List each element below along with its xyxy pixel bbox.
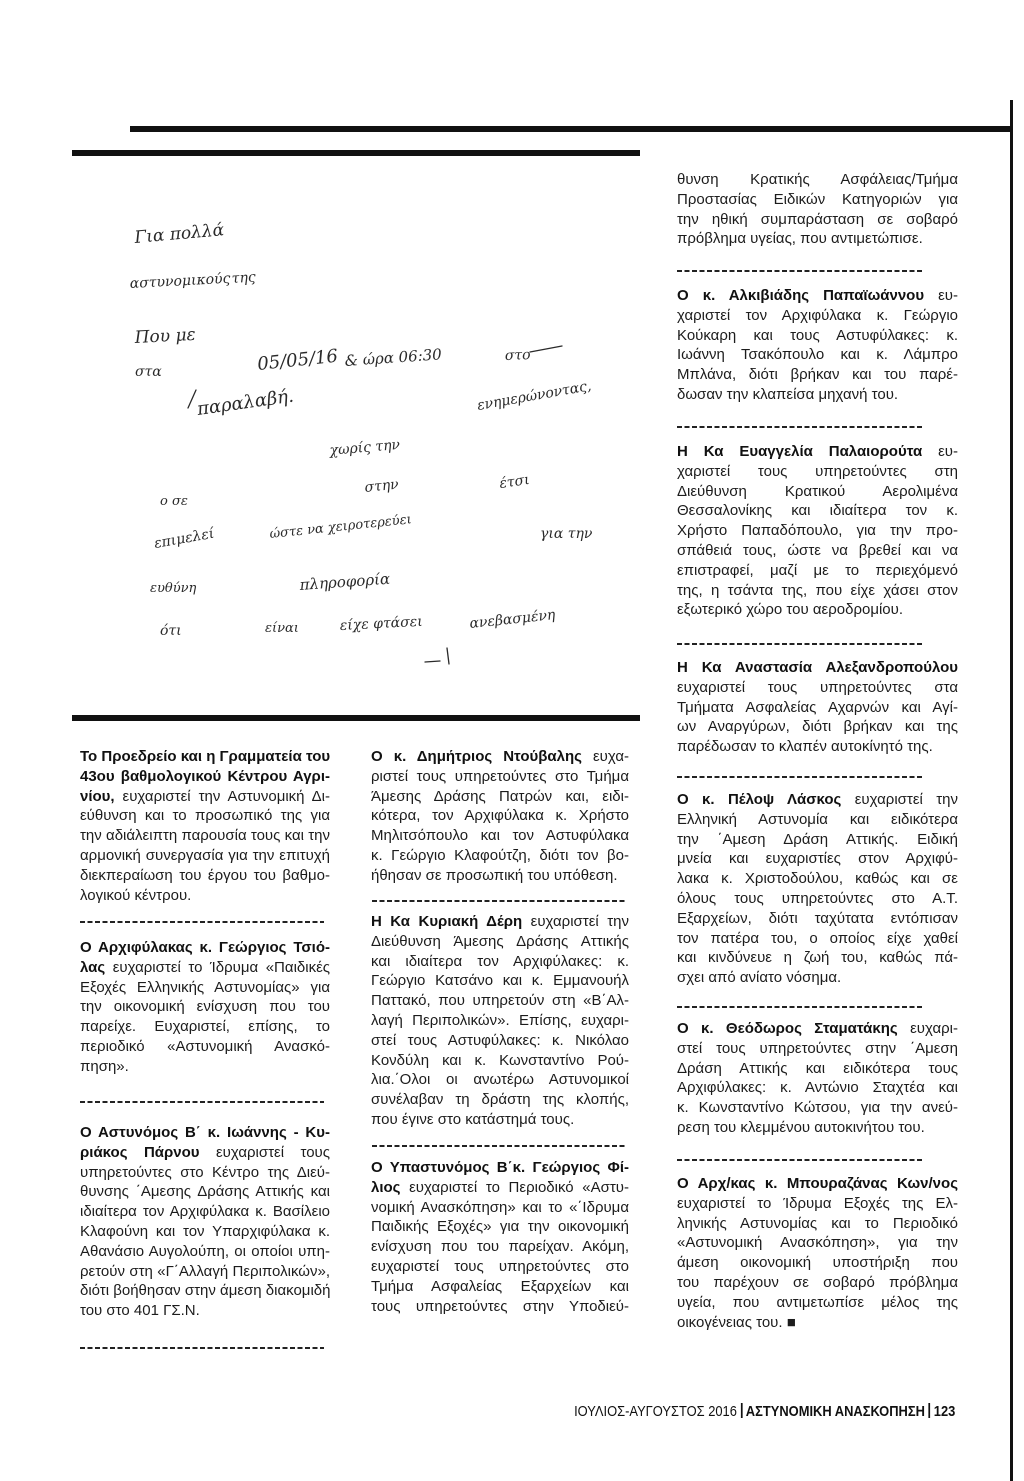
dashed-separator — [677, 426, 923, 428]
text-line: ριστεί τους υπηρετούντες στο Τμήμα — [371, 767, 629, 785]
text-line — [80, 747, 330, 767]
name-highlight: Ο Αρχιφύλακας κ. Γεώργιος Τσιό- — [80, 939, 330, 956]
notice-paragraph — [677, 442, 958, 620]
text-line — [371, 912, 629, 932]
notice-paragraph — [677, 286, 958, 405]
handwritten-word: αστυνομικούς — [129, 270, 231, 292]
handwritten-word: ευθύνη — [150, 581, 197, 596]
text-line: Κλαφούνη και τον Υπαρχιφύλακα κ. — [80, 1222, 330, 1240]
text-line: Διεύθυνση Κρατικού Αερολιμένα — [677, 482, 958, 500]
text-line: Ελληνική Αστυνομία και ειδικότερα — [677, 810, 958, 828]
notice-paragraph — [371, 1158, 629, 1316]
text-line: Γεώργιο Κατσάνο και κ. Εμμανουήλ — [371, 972, 629, 990]
text-line: της, η τσάντα της, που είχε χάσει στον — [677, 581, 958, 599]
text-line — [80, 958, 330, 978]
name-highlight: λας — [80, 958, 106, 976]
page-number: 123 — [933, 1403, 955, 1420]
dashed-separator — [372, 1145, 626, 1147]
handwritten-word: 05/05/16 — [256, 345, 339, 375]
text-line: διότι βοήθησαν στην άμεση διακομιδή — [80, 1282, 330, 1300]
text-line: εξωτερικό χώρο του αεροδρομίου. — [677, 601, 904, 619]
handwritten-note — [72, 158, 640, 713]
text-line: στεί τους Αστυφύλακες: κ. Νικόλαο — [371, 1031, 629, 1049]
text-line: την ΄Αμεση Δράση Αττικής. Ειδική — [677, 830, 958, 848]
text-line: ενίσχυση που του παρείχαν. Ακόμη, — [371, 1238, 629, 1256]
text-line: Τμήματα Ασφαλείας Αχαρνών και Αγί- — [677, 698, 958, 716]
text-line: Παιδικής Εξοχές» για την οικονομική — [371, 1218, 629, 1236]
name-highlight: Ο κ. Δημήτριος Ντούβαλης — [371, 748, 582, 765]
name-highlight: νίου, — [80, 787, 115, 805]
text-line: Διεύθυνση Άμεσης Δράσης Αττικής — [371, 932, 629, 950]
text-line: Τμήμα Ασφαλείας Εξαρχείων και — [371, 1277, 629, 1295]
text-line — [677, 286, 958, 306]
line-text: ευχαριστεί το Ίδρυμα «Παιδικές — [105, 958, 330, 976]
text-line: ρετούν στη «Γ΄Αλλαγή Περιπολικών», — [80, 1262, 330, 1280]
text-line: Εξαρχείων, διότι ταχύτατα εντόπισαν — [677, 909, 958, 927]
name-highlight: Το Προεδρείο και η Γραμματεία του — [80, 748, 330, 765]
text-line: ευχαριστεί τους υπηρετούντες στο — [371, 1257, 629, 1275]
name-highlight: Ο Υπαστυνόμος Β΄κ. Γεώργιος Φί- — [371, 1159, 629, 1176]
text-line — [677, 658, 958, 678]
text-line: δωσαν την κλαπείσα μηχανή του. — [677, 385, 899, 403]
text-line: κ. Κωνσταντίνο Κώτσου, για την ανεύ- — [677, 1099, 958, 1117]
pen-stroke — [425, 648, 449, 664]
text-line: θυνσης ΄Αμεσης Δράσης Αττικής και — [80, 1183, 330, 1201]
text-line: λια.΄Ολοι οι ανωτέρω Αστυνομικοί — [371, 1071, 629, 1089]
handwritten-word: είχε φτάσει — [339, 613, 424, 634]
text-line — [80, 1143, 330, 1163]
text-line — [80, 1123, 330, 1143]
text-line: ευχαριστεί το Ίδρυμα Εξοχές της Ελ- — [677, 1194, 958, 1212]
text-line: την οικονομική ενίσχυση που του — [80, 998, 330, 1016]
name-highlight: Ο κ. Πέλοψ Λάσκος — [677, 791, 842, 808]
dashed-separator — [677, 643, 923, 645]
text-line: και κινδύνευε η ζωή του, καθώς πά- — [677, 949, 958, 967]
text-line — [80, 938, 330, 958]
text-line: του παρέχουν σε σοβαρό πρόβλημα — [677, 1273, 958, 1291]
text-line: θυνση Κρατικής Ασφάλειας/Τμήμα — [677, 171, 958, 188]
text-line: που έγινε στο κατάστημά τους. — [371, 1110, 575, 1128]
handwritten-word: στην — [363, 476, 400, 496]
text-line: Προστασίας Ειδικών Κατηγοριών για — [677, 190, 958, 208]
text-line: Παττακό, που υπηρετούν στη «Β΄Αλ- — [371, 992, 629, 1010]
handwritten-word: ότι — [160, 623, 182, 639]
text-line: στεί τους υπηρετούντες στην ΄Αμεση — [677, 1039, 958, 1057]
text-line: Ιωάννη Τσακόπουλο και κ. Λάμπρο — [677, 346, 958, 364]
text-line: Χρήστο Παπαδόπουλο, για την προ- — [677, 522, 958, 540]
text-line — [80, 767, 330, 787]
handwritten-word: ανεβασμένη — [468, 607, 557, 632]
text-line: πηση». — [80, 1057, 129, 1075]
text-line: Κονδύλη και κ. Κωνσταντίνο Ρού- — [371, 1051, 629, 1069]
text-line: λαγή Περιπολικών». Επίσης, ευχαρι- — [371, 1011, 629, 1029]
handwritten-word: Που με — [134, 324, 197, 348]
text-line: Άμεσης Δράσης Πατρών και, ειδι- — [371, 787, 629, 805]
text-line: τον πατέρα του, ο οποίος είχε χαθεί — [677, 929, 958, 947]
line-text: ευ- — [922, 443, 958, 460]
line-text: ευχα- — [581, 748, 629, 765]
line-text: ευχαριστεί το Περιοδικό «Αστυ- — [400, 1178, 629, 1196]
text-line: οικογένειας του. ■ — [677, 1313, 796, 1331]
notice-paragraph — [677, 1174, 958, 1332]
text-line — [677, 1174, 958, 1194]
dashed-separator — [677, 1159, 923, 1161]
footer-divider — [740, 1403, 742, 1418]
text-line — [677, 1019, 958, 1039]
text-line: «Αστυνομική Ανασκόπηση», για την — [677, 1234, 958, 1252]
notice-paragraph — [371, 912, 629, 1130]
text-line: όλους τους υπηρετούντες στο Α.Τ. — [677, 889, 958, 907]
handwritten-word: έτσι — [498, 471, 531, 492]
line-text: ευ- — [924, 287, 958, 304]
text-line: υγεία, που αντιμετωπίσε μέλος της — [677, 1293, 958, 1311]
text-line: πρόβλημα υγείας, που αντιμετώπισε. — [677, 230, 923, 248]
handwritten-word: είναι — [265, 621, 299, 636]
text-line: ήθησαν σε προσωπική του υπόθεση. — [371, 866, 618, 884]
top-rule — [130, 126, 1013, 132]
text-line: ων Αναργύρων, διότι βρήκαν και της — [677, 718, 958, 736]
line-text: ευχαριστεί την — [522, 913, 629, 930]
handwritten-word: επιμελεί — [152, 525, 216, 552]
text-line: διεκπεραίωση του έργου του βαθμο- — [80, 866, 330, 884]
text-line: την ηθική συμπαράσταση σε σοβαρό — [677, 210, 958, 228]
text-line: λακα κ. Χριστοδούλου, καθώς και σε — [677, 870, 958, 888]
handwritten-word: ο σε — [160, 494, 188, 509]
text-line: ευχαριστεί τους υπηρετούντες στα — [677, 678, 958, 696]
text-line — [371, 1178, 629, 1198]
text-line: σχει από ανίατο νόσημα. — [677, 969, 842, 987]
notice-paragraph — [677, 658, 958, 757]
notice-paragraph — [80, 938, 330, 1077]
text-line: ρεση του κλεμμένου αυτοκινήτου του. — [677, 1118, 925, 1136]
notice-paragraph — [80, 747, 330, 905]
right-edge-rule — [1010, 100, 1013, 1481]
footer-divider — [928, 1403, 930, 1418]
name-highlight: 43ου βαθμολογικού Κέντρου Αγρι- — [80, 767, 330, 785]
note-top-rule — [72, 150, 640, 156]
text-line: Δράση Αττικής και ειδικότερα τους — [677, 1059, 958, 1077]
text-line: Αρχιφύλακες: κ. Αντώνιο Σταχτέα και — [677, 1079, 958, 1097]
handwritten-word: της — [231, 269, 257, 287]
text-line: την αδιάλειπτη παρουσία τους και την — [80, 827, 330, 845]
dashed-separator — [677, 776, 923, 778]
page-footer — [574, 1403, 955, 1420]
text-line: υπηρετούντες στο Κέντρο της Διεύ- — [80, 1163, 330, 1181]
notice-paragraph — [371, 747, 629, 886]
text-line — [677, 790, 958, 810]
pen-stroke — [530, 346, 562, 352]
text-line: χαριστεί τον Αρχιφύλακα κ. Γεώργιο — [677, 306, 958, 324]
notice-paragraph — [80, 1123, 330, 1321]
dashed-separator — [372, 900, 626, 902]
text-line: λογικού κέντρου. — [80, 886, 192, 904]
magazine-title: ΑΣΤΥΝΟΜΙΚΗ ΑΝΑΣΚΟΠΗΣΗ — [745, 1403, 925, 1420]
name-highlight: Ο Αστυνόμος Β΄ κ. Ιωάννης - Κυ- — [80, 1124, 330, 1141]
text-line — [677, 442, 958, 462]
line-text: ευχαριστεί την Αστυνομική Δι- — [114, 787, 330, 805]
text-line: του στο 401 ΓΣ.Ν. — [80, 1302, 200, 1320]
text-line: συνέλαβαν τη δράστη της κλοπής, — [371, 1091, 629, 1109]
handwritten-word: ώστε να χειροτερεύει — [268, 512, 413, 542]
name-highlight: Η Κα Ευαγγελία Παλαιορούτα — [677, 443, 923, 460]
text-line: εύθυνση και το προσωπικό της για — [80, 807, 330, 825]
text-line: τους υπηρετούντες στην Υποδιεύ- — [371, 1297, 629, 1315]
text-line: ιδιαίτερα τον Αρχιφύλακα κ. Βασίλειο — [80, 1203, 330, 1221]
line-text: ευχαριστεί τους — [199, 1143, 330, 1161]
text-line: σπάθειά τους, ώστε να βρεθεί και να — [677, 541, 958, 559]
text-line: νομική Ανασκόπηση» και το «΄Ιδρυμα — [371, 1198, 629, 1216]
name-highlight: Η Κα Κυριακή Δέρη — [371, 913, 523, 930]
text-line: κότερα, τον Αρχιφύλακα κ. Χρήστο — [371, 807, 629, 825]
text-line: μνεία και ευχαριστίες στον Αρχιφύ- — [677, 850, 958, 868]
text-line: Εξοχές Ελληνικής Αστυνομίας» για — [80, 978, 330, 996]
text-line: παρείχε. Ευχαριστεί, επίσης, το — [80, 1018, 330, 1036]
text-line — [371, 1158, 629, 1178]
text-line: περιοδικό «Αστυνομική Ανασκό- — [80, 1037, 330, 1055]
dashed-separator — [80, 1101, 324, 1103]
note-bottom-rule — [72, 715, 640, 721]
handwritten-word: πληροφορία — [299, 569, 391, 594]
text-line: χαριστεί τους υπηρετούντες στη — [677, 462, 958, 480]
name-highlight: Ο Αρχ/κας κ. Μπουραζάνας Κων/νος — [677, 1175, 958, 1192]
name-highlight: ριάκος Πάρνου — [80, 1143, 200, 1161]
handwritten-word: χωρίς την — [328, 436, 401, 459]
line-text: ευχαρι- — [897, 1020, 958, 1037]
name-highlight: Η Κα Αναστασία Αλεξανδροπούλου — [677, 659, 958, 676]
text-line: αρμονική συνεργασία για την επιτυχή — [80, 846, 330, 864]
name-highlight: Ο κ. Αλκιβιάδης Παπαϊωάννου — [677, 287, 925, 304]
handwritten-word: για την — [540, 526, 593, 542]
text-line: Μπλάνα, διότι βρήκαν και του παρέ- — [677, 366, 958, 384]
handwritten-word: Για πολλά — [133, 220, 225, 248]
text-line: άμεση οικονομική υποστήριξη που — [677, 1254, 958, 1272]
notice-paragraph — [677, 170, 958, 249]
handwritten-word: παραλαβή. — [195, 385, 295, 420]
name-highlight: Ο κ. Θεόδωρος Σταματάκης — [677, 1020, 898, 1037]
issue-date: ΙΟΥΛΙΟΣ-ΑΥΓΟΥΣΤΟΣ 2016 — [573, 1403, 737, 1420]
text-line: Αθανάσιο Αυγολούπη, οι οποίοι υπη- — [80, 1242, 330, 1260]
handwritten-word: ενημερώνοντας, — [475, 378, 593, 414]
line-text: ευχαριστεί την — [841, 791, 958, 808]
text-line: κ. Γεώργιο Κλαφούτζη, διότι τον βο- — [371, 846, 629, 864]
name-highlight: λιος — [371, 1178, 401, 1196]
handwritten-word: στο — [504, 347, 531, 364]
dashed-separator — [80, 1347, 324, 1349]
text-line — [371, 747, 629, 767]
text-line: Θεσσαλονίκης και ιδιαίτερα τον κ. — [677, 502, 958, 520]
text-line: και ιδιαίτερα τον Αρχιφύλακες: κ. — [371, 952, 629, 970]
dashed-separator — [677, 270, 923, 272]
notice-paragraph — [677, 790, 958, 988]
text-line: Κούκαρη και τους Αστυφύλακες: κ. — [677, 326, 958, 344]
text-line: παρέδωσαν το κλαπέν αυτοκίνητό της. — [677, 738, 933, 756]
text-line: Μηλιτσόπουλο και τον Αστυφύλακα — [371, 827, 629, 845]
handwritten-word: στα — [135, 364, 162, 380]
text-line: επιστραφεί, μαζί με το περιεχόμενό — [677, 561, 958, 579]
handwritten-word: & ώρα 06:30 — [344, 345, 443, 370]
dashed-separator — [80, 921, 324, 923]
notice-paragraph — [677, 1019, 958, 1138]
dashed-separator — [677, 1006, 923, 1008]
text-line — [80, 787, 330, 807]
text-line: ληνικής Αστυνομίας και το Περιοδικό — [677, 1214, 958, 1232]
